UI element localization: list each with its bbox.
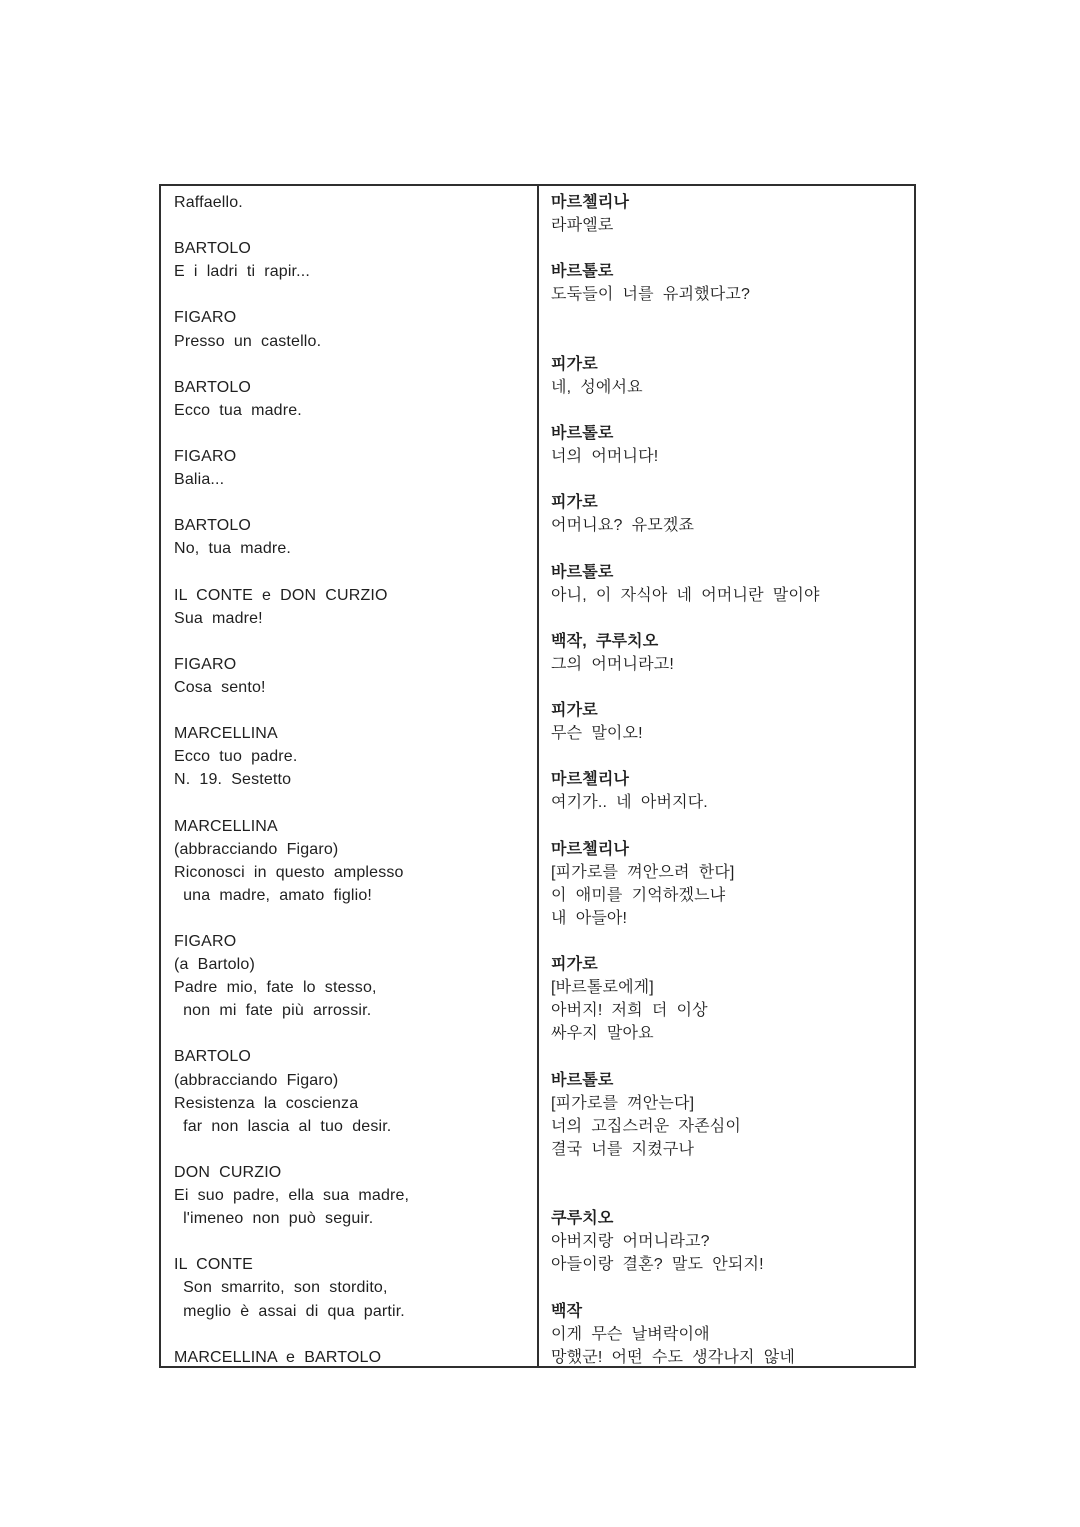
libretto-table [159, 184, 916, 1368]
blank-line [174, 353, 529, 376]
text-line: 결국 너를 지켰구나 [551, 1140, 695, 1158]
text-line: No, tua madre. [174, 540, 292, 558]
speaker-name-line: 피가로 [551, 702, 598, 720]
text-line: E i ladri ti rapir... [174, 263, 310, 281]
text-line: (abbracciando Figaro) [174, 840, 339, 858]
text-line: Riconosci in questo amplesso [174, 863, 404, 881]
blank-line [174, 214, 529, 237]
text-line: non mi fate più arrossir. [174, 1002, 372, 1020]
text-line: (a Bartolo) [174, 956, 255, 974]
blank-line [551, 399, 906, 422]
speaker-name-line: 피가로 [551, 494, 598, 512]
blank-line [551, 676, 906, 699]
text-line: BARTOLO [174, 378, 252, 396]
blank-line [174, 1323, 529, 1346]
blank-line [174, 422, 529, 445]
text-line: 너의 어머니다! [551, 448, 659, 466]
blank-line [551, 468, 906, 491]
blank-line [174, 791, 529, 814]
text-line: meglio è assai di qua partir. [174, 1302, 405, 1320]
text-line: 무슨 말이오! [551, 725, 643, 743]
italian-column [161, 186, 539, 1366]
blank-line [551, 607, 906, 630]
text-line: 라파엘로 [551, 217, 614, 235]
blank-line [551, 815, 906, 838]
text-line: Balia... [174, 471, 225, 489]
speaker-name-line: 백작, 쿠루치오 [551, 632, 659, 650]
text-line: 너의 고집스러운 자존심이 [551, 1117, 741, 1135]
text-line: [피가로를 껴안으려 한다] [551, 863, 735, 881]
text-line: 아들이랑 결혼? 말도 안되지! [551, 1256, 764, 1274]
blank-line [174, 1230, 529, 1253]
speaker-name-line: 마르첼리나 [551, 771, 630, 789]
text-line: 내 아들아! [551, 909, 628, 927]
text-line: FIGARO [174, 309, 237, 327]
blank-line [551, 330, 906, 353]
text-line: [피가로를 껴안는다] [551, 1094, 695, 1112]
speaker-name-line: 피가로 [551, 355, 598, 373]
blank-line [174, 491, 529, 514]
blank-line [551, 537, 906, 560]
text-line: 어머니요? 유모겠죠 [551, 517, 695, 535]
blank-line [174, 907, 529, 930]
text-line: 그의 어머니라고! [551, 655, 675, 673]
korean-column [539, 186, 914, 1366]
text-line: IL CONTE e DON CURZIO [174, 586, 388, 604]
blank-line [174, 1022, 529, 1045]
text-line: Presso un castello. [174, 332, 322, 350]
text-line: (abbracciando Figaro) [174, 1071, 339, 1089]
text-line: MARCELLINA [174, 725, 278, 743]
text-line: una madre, amato figlio! [174, 886, 373, 904]
blank-line [551, 1161, 906, 1184]
text-line: Cosa sento! [174, 678, 266, 696]
text-line: MARCELLINA e BARTOLO [174, 1348, 382, 1366]
text-line: far non lascia al tuo desir. [174, 1117, 392, 1135]
blank-line [551, 1276, 906, 1299]
blank-line [551, 237, 906, 260]
text-line: 이게 무슨 날벼락이애 [551, 1325, 710, 1343]
speaker-name-line: 바르톨로 [551, 1071, 614, 1089]
text-line: 싸우지 말아요 [551, 1025, 654, 1043]
speaker-name-line: 바르톨로 [551, 263, 614, 281]
blank-line [551, 930, 906, 953]
speaker-name-line: 쿠루치오 [551, 1210, 614, 1228]
text-line: 여기가.. 네 아버지다. [551, 794, 708, 812]
text-line: FIGARO [174, 655, 237, 673]
text-line: 아버지! 저희 더 이상 [551, 1002, 708, 1020]
text-line: l'imeneo non può seguir. [174, 1210, 374, 1228]
text-line: Son smarrito, son stordito, [174, 1279, 388, 1297]
speaker-name-line: 바르톨로 [551, 424, 614, 442]
text-line: IL CONTE [174, 1256, 253, 1274]
text-line: BARTOLO [174, 1048, 252, 1066]
text-line: 아니, 이 자식아 네 어머니란 말이야 [551, 586, 820, 604]
text-line: FIGARO [174, 448, 237, 466]
text-line: DON CURZIO [174, 1163, 282, 1181]
text-line: MARCELLINA [174, 817, 278, 835]
text-line: Ecco tua madre. [174, 401, 302, 419]
text-line: BARTOLO [174, 517, 252, 535]
blank-line [551, 306, 906, 329]
text-line: FIGARO [174, 933, 237, 950]
text-line: N. 19. Sestetto [174, 771, 292, 789]
blank-line [174, 630, 529, 653]
blank-line [551, 1184, 906, 1207]
text-line: 망했군! 어떤 수도 생각나지 않네 [551, 1348, 795, 1366]
blank-line [551, 745, 906, 768]
text-line: 아버지랑 어머니라고? [551, 1233, 710, 1251]
text-line: Ecco tuo padre. [174, 748, 298, 766]
text-line: BARTOLO [174, 240, 252, 258]
speaker-name-line: 마르첼리나 [551, 840, 630, 858]
speaker-name-line: 마르첼리나 [551, 194, 630, 211]
text-line: Raffaello. [174, 194, 243, 211]
speaker-name-line: 바르톨로 [551, 563, 614, 581]
speaker-name-line: 피가로 [551, 956, 598, 974]
blank-line [174, 699, 529, 722]
blank-line [174, 561, 529, 584]
text-line: 이 애미를 기억하겠느냐 [551, 886, 726, 904]
text-line: Resistenza la coscienza [174, 1094, 359, 1112]
text-line: Padre mio, fate lo stesso, [174, 979, 377, 997]
text-line: [바르톨로에게] [551, 979, 654, 997]
blank-line [174, 1138, 529, 1161]
text-line: Ei suo padre, ella sua madre, [174, 1187, 410, 1205]
speaker-name-line: 백작 [551, 1302, 583, 1320]
text-line: Sua madre! [174, 609, 263, 627]
blank-line [174, 283, 529, 306]
blank-line [551, 1045, 906, 1068]
text-line: 도둑들이 너를 유괴했다고? [551, 286, 751, 304]
text-line: 네, 성에서요 [551, 378, 643, 396]
